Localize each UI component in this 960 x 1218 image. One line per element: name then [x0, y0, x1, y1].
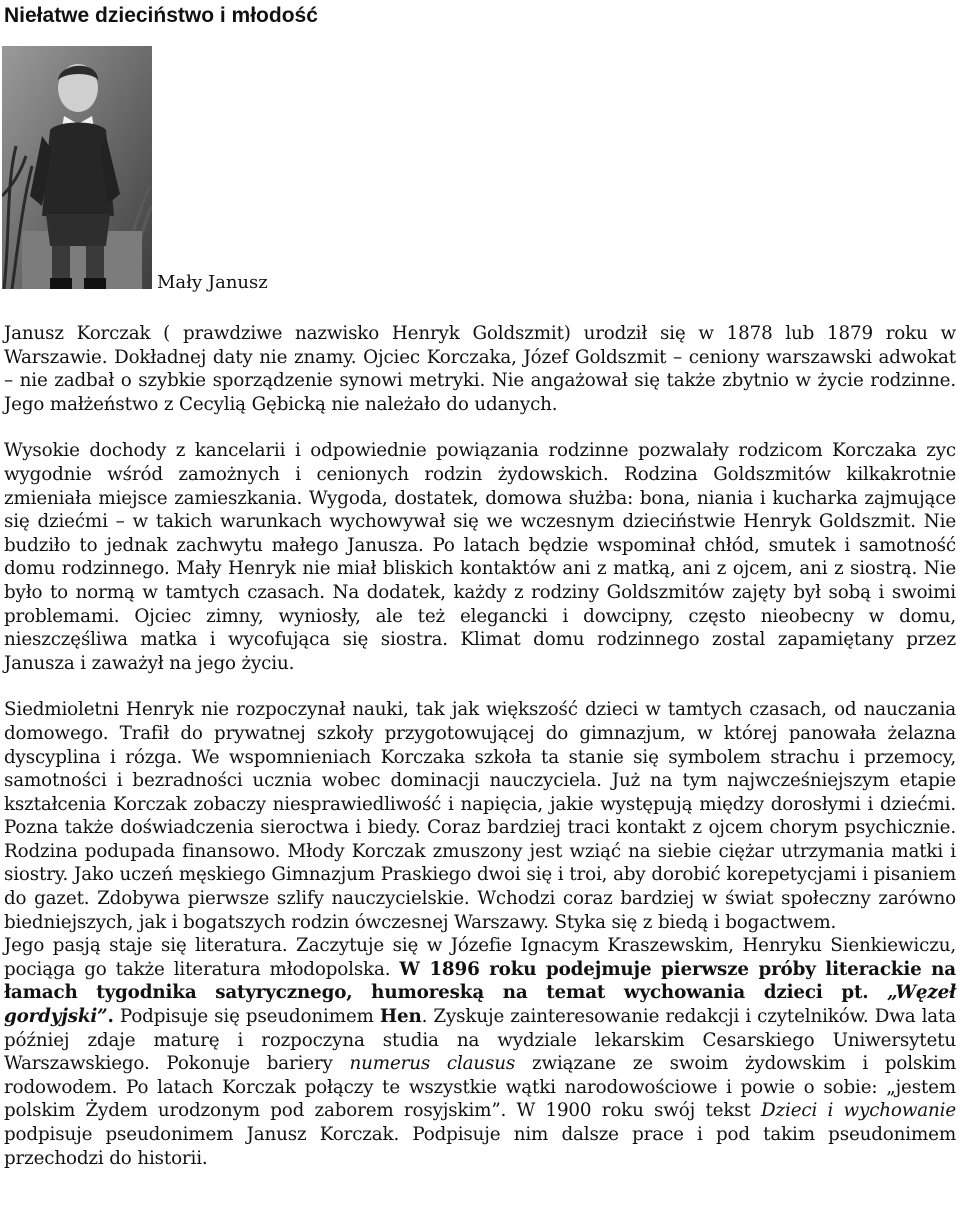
paragraph-4-text: podpisuje pseudonimem Janusz Korczak. Podpisuje nim dalsze prace i pod takim pseudonimem przechodzi do historii.	[4, 1124, 956, 1169]
paragraph-4-work-title: Dzieci i wychowanie	[761, 1100, 957, 1122]
paragraph-4-bold-dot: .	[107, 1006, 114, 1028]
paragraph-4-text: . Zyskuje zainteresowanie redakcji i czytelników. Dwa lata później zdaje maturę i rozpoczyna studia na wydziale lekarskim Cesarskiego Uniwersytetu Warszawskiego. Pokonuje bariery	[4, 1006, 956, 1075]
paragraph-4-text: związane ze swoim żydowskim i polskim rodowodem. Po latach Korczak połączy te wszystkie wątki narodowościowe i powie o sobie: „jestem polskim Żydem urodzonym pod zaborem rosyjskim”. W 1900 roku swój tekst	[4, 1053, 957, 1122]
paragraph-2: Wysokie dochody z kancelarii i odpowiednie powiązania rodzinne pozwalały rodzicom Korczaka zyc wygodnie wśród zamożnych i cenionych rodzin żydowskich. Rodzina Goldszmitów kilkakrotnie zmieniała miejsce zamieszkania. Wygoda, dostatek, domowa służba: bona, niania i kucharka zajmujące się dziećmi – w takich warunkach wychowywał się we wczesnym dzieciństwie Henryk Goldszmit. Nie budziło to jednak zachwytu małego Janusza. Po latach będzie wspominał chłód, smutek i samotność domu rodzinnego. Mały Henryk nie miał bliskich kontaktów ani z matką, ani z ojcem, ani z siostrą. Nie było to normą w tamtych czasach. Na dodatek, każdy z rodziny Goldszmitów zajęty był sobą i swoimi problemami. Ojciec zimny, wyniosły, ale też elegancki i dowcipny, często nieobecny w domu, nieszczęśliwa matka i wycofująca się siostra. Klimat domu rodzinnego zostal zapamiętany przez Janusza i zaważył na jego życiu.	[4, 440, 956, 674]
paragraph-4	[4, 934, 956, 1170]
page-title: Niełatwe dzieciństwo i młodość	[4, 4, 318, 27]
portrait-photo	[2, 46, 152, 289]
article-body	[4, 322, 956, 1170]
paragraph-4-pseudonym: Hen	[379, 1006, 422, 1028]
paragraph-1: Janusz Korczak ( prawdziwe nazwisko Henryk Goldszmit) urodził się w 1878 lub 1879 roku w Warszawie. Dokładnej daty nie znamy. Ojciec Korczaka, Józef Goldszmit – ceniony warszawski adwokat – nie zadbał o szybkie sporządzenie synowi metryki. Nie angażował się także zbytnio w życie rodzinne. Jego małżeństwo z Cecylią Gębicką nie należało do udanych.	[4, 323, 956, 415]
paragraph-4-bold: W 1896 roku podejmuje pierwsze próby literackie na łamach tygodnika satyrycznego, humoreską na temat wychowania dzieci pt.	[4, 958, 956, 1004]
paragraph-4-latin-term: numerus clausus	[349, 1053, 516, 1075]
portrait-photo-graphic	[2, 46, 152, 289]
paragraph-3: Siedmioletni Henryk nie rozpoczynał nauki, tak jak większość dzieci w tamtych czasach, od nauczania domowego. Trafił do prywatnej szkoły przygotowującej do gimnazjum, w której panowała żelazna dyscyplina i rózga. We wspomnieniach Korczaka szkoła ta stanie się symbolem strachu i przemocy, samotności i bezradności ucznia wobec dominacji nauczyciela. Już na tym najwcześniejszym etapie kształcenia Korczak zobaczy niesprawiedliwość i napięcia, jakie występują między dorosłymi i dziećmi. Pozna także doświadczenia sieroctwa i biedy. Coraz bardziej traci kontakt z ojcem chorym psychicznie. Rodzina podupada finansowo. Młody Korczak zmuszony jest wziąć na siebie ciężar utrzymania matki i siostry. Jako uczeń męskiego Gimnazjum Praskiego dwoi się i troi, aby dorobić korepetycjami i pisaniem do gazet. Zdobywa pierwsze szlify nauczycielskie. Wchodzi coraz bardziej w świat społeczny zarówno biedniejszych, jak i bogatszych rodzin ówczesnej Warszawy. Styka się z biedą i bogactwem.	[4, 699, 956, 933]
paragraph-4-text: Podpisuje się pseudonimem	[113, 1006, 380, 1028]
paragraph-4-text: Jego pasją staje się literatura. Zaczytuje się w Józefie Ignacym Kraszewskim, Henryku Sienkiewiczu, pociąga go także literatura młodopolska.	[4, 935, 956, 980]
photo-caption: Mały Janusz	[157, 272, 268, 293]
paragraph-4-bold-italic-title: „Węzeł gordyjski”	[4, 982, 956, 1028]
